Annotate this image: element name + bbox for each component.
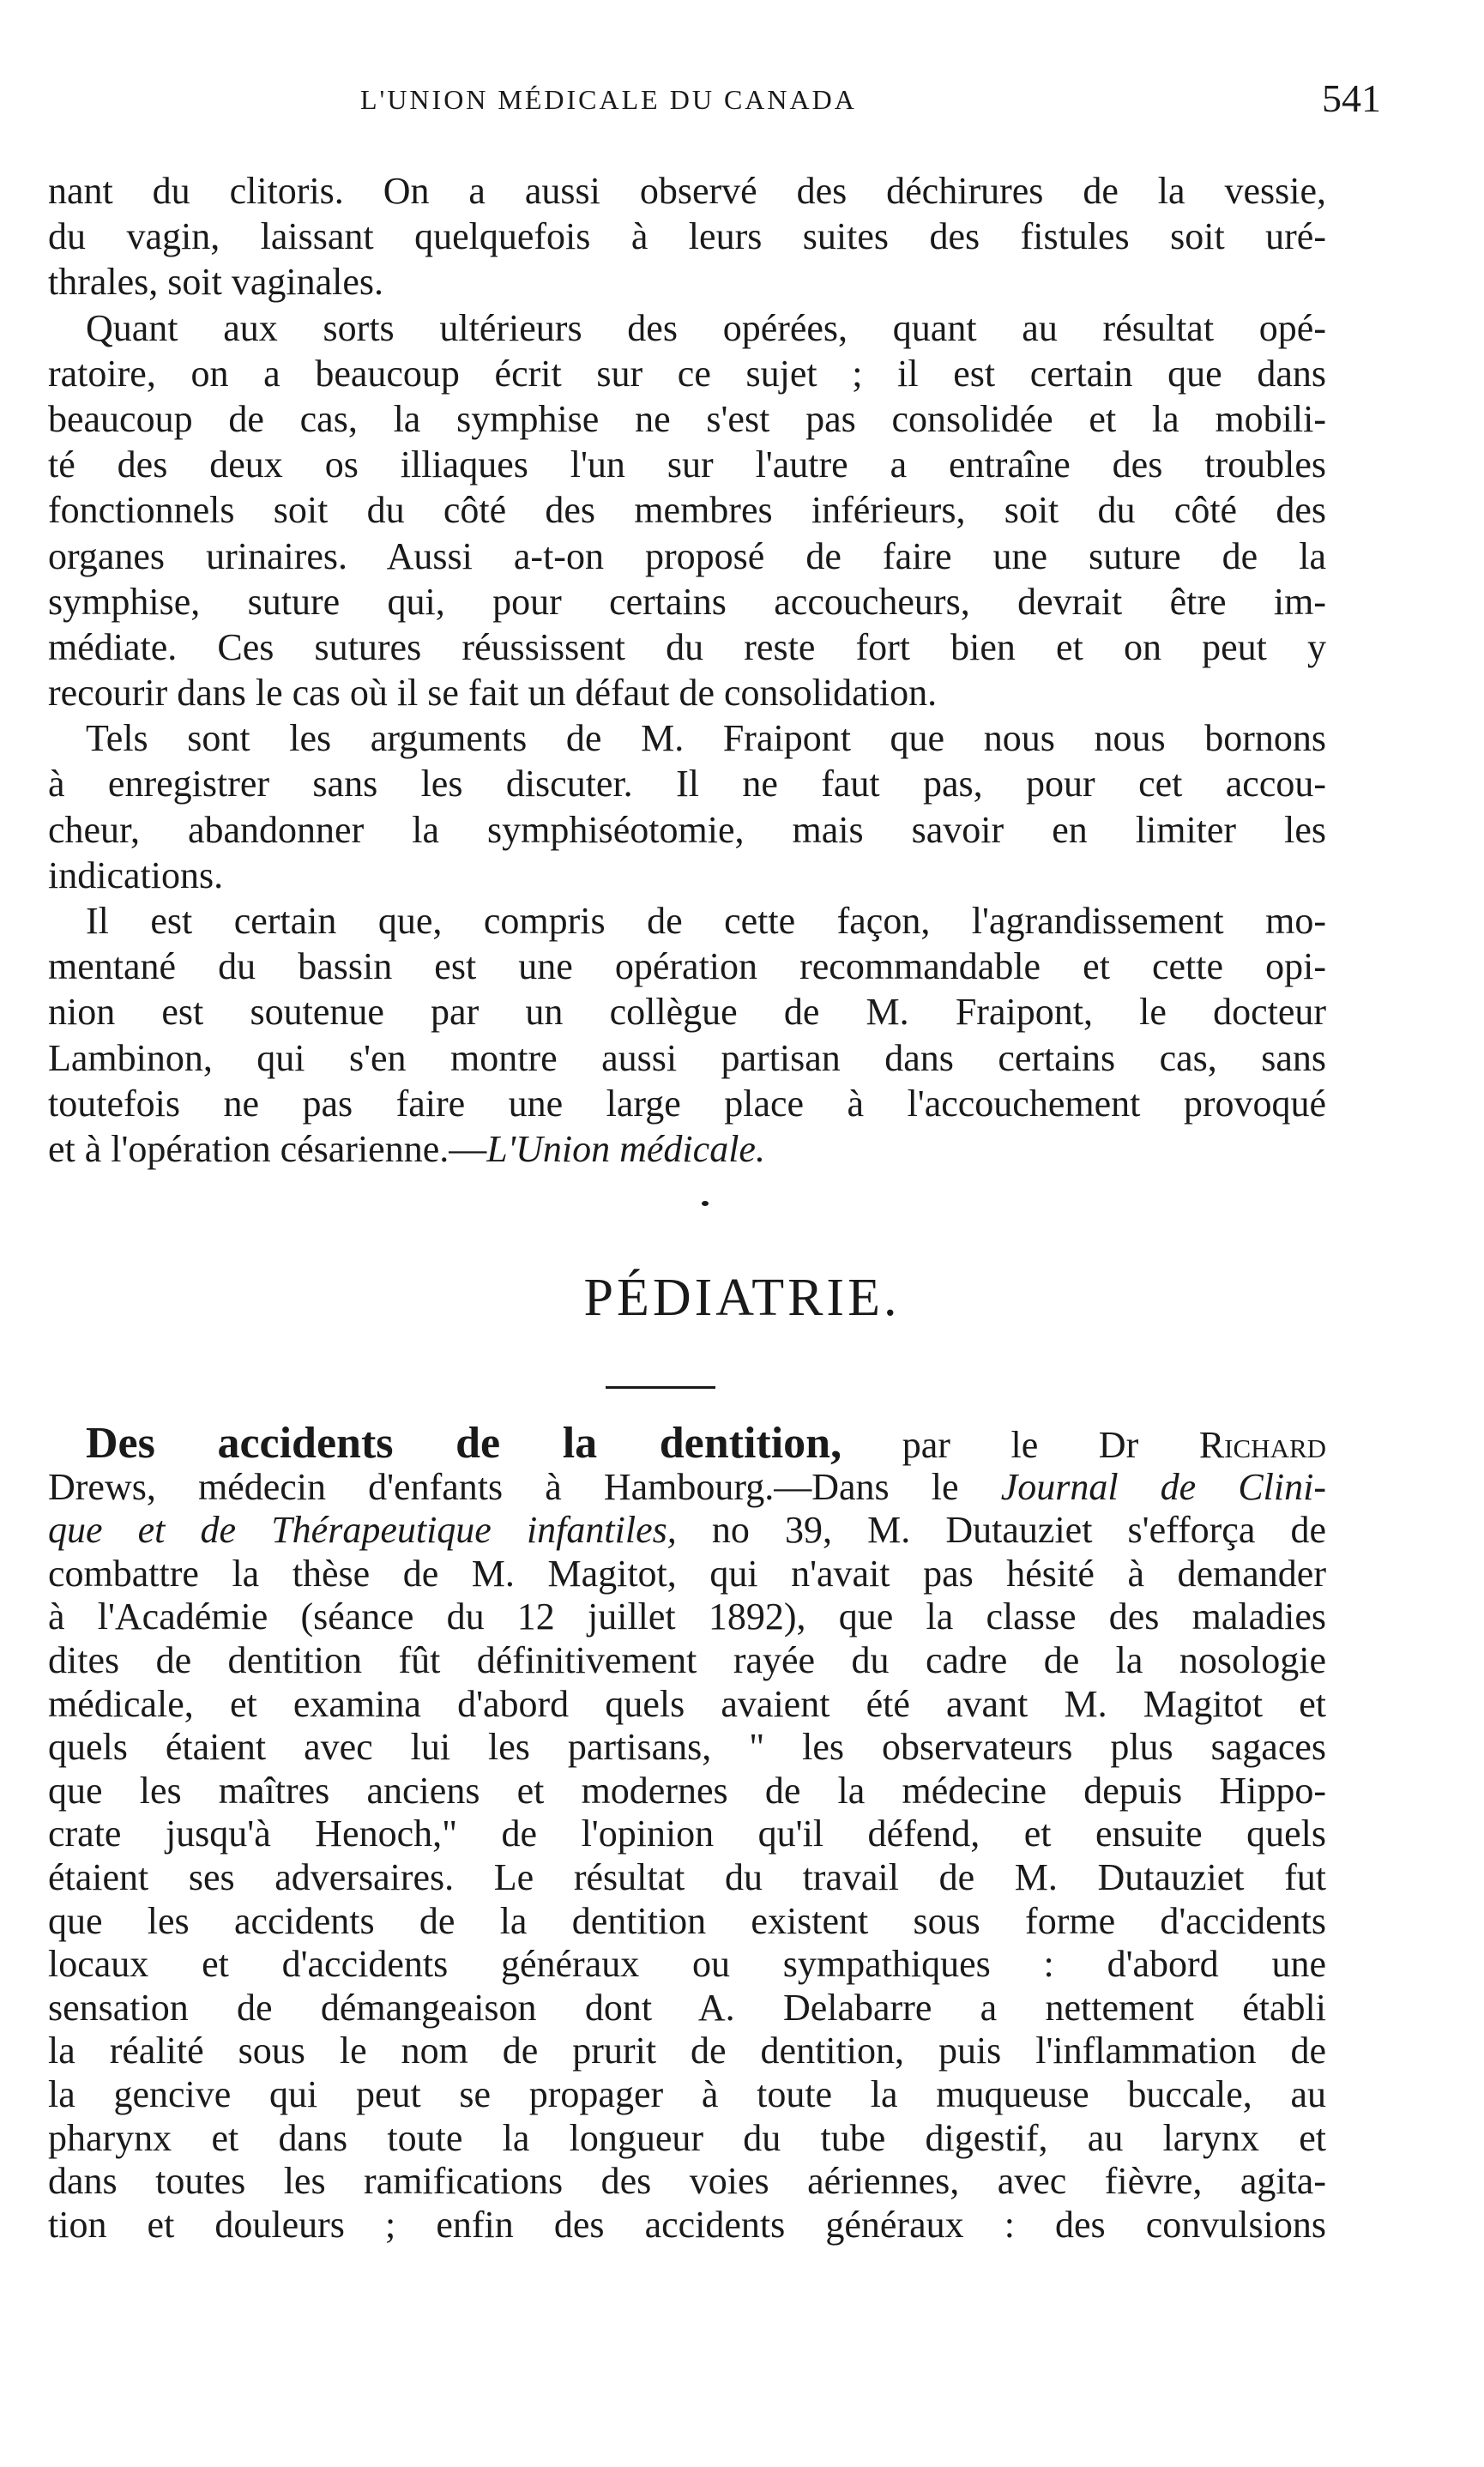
text-line: beaucoup de cas, la symphise ne s'est pas consolidée et la mobili-: [48, 397, 1326, 440]
article-line: la réalité sous le nom de prurit de dentition, puis l'inflammation de: [48, 2030, 1326, 2072]
text-line: té des deux os illiaques l'un sur l'autre a entraîne des troubles: [48, 443, 1326, 486]
article-line: que les accidents de la dentition existent sous forme d'accidents: [48, 1899, 1326, 1942]
text-line: thrales, soit vaginales.: [48, 261, 384, 304]
article-line: pharynx et dans toute la longueur du tube digestif, au larynx et: [48, 2116, 1326, 2159]
text-line: nant du clitoris. On a aussi observé des déchirures de la vessie,: [48, 170, 1326, 212]
text-line: mentané du bassin est une opération recommandable et cette opi-: [48, 945, 1326, 988]
article-title: Des accidents de la dentition,: [86, 1419, 842, 1468]
text-fragment: et à l'opération césarienne.—: [48, 1127, 487, 1170]
journal-title: Journal de Clini-: [1000, 1465, 1326, 1508]
article-line: étaient ses adversaires. Le résultat du travail de M. Dutauziet fut: [48, 1855, 1326, 1898]
text-line: Quant aux sorts ultérieurs des opérées, quant au résultat opé-: [86, 306, 1326, 349]
article-line: tion et douleurs ; enfin des accidents généraux : des convulsions: [48, 2203, 1326, 2246]
source-citation: L'Union médicale.: [486, 1127, 765, 1170]
text-line: indications.: [48, 853, 224, 896]
text-line: à enregistrer sans les discuter. Il ne faut pas, pour cet accou-: [48, 763, 1326, 805]
text-line: Lambinon, qui s'en montre aussi partisan dans certains cas, sans: [48, 1036, 1326, 1079]
article-line: quels étaient avec lui les partisans, " les observateurs plus sagaces: [48, 1726, 1326, 1769]
byline-prefix: par le Dr: [902, 1424, 1139, 1466]
article-line: dans toutes les ramifications des voies aériennes, avec fièvre, agita-: [48, 2160, 1326, 2203]
text-line: cheur, abandonner la symphiséotomie, mais savoir en limiter les: [48, 808, 1326, 851]
text-line: toutefois ne pas faire une large place à l'accouchement provoqué: [48, 1082, 1326, 1125]
article-line: médicale, et examina d'abord quels avaient été avant M. Magitot et: [48, 1682, 1326, 1725]
article-line: dites de dentition fût définitivement rayée du cadre de la nosologie: [48, 1638, 1326, 1681]
article-line: que les maîtres anciens et modernes de la médecine depuis Hippo-: [48, 1769, 1326, 1812]
running-title: L'UNION MÉDICALE DU CANADA: [360, 84, 857, 115]
article-line: combattre la thèse de M. Magitot, qui n'avait pas hésité à demander: [48, 1552, 1326, 1595]
article-line: à l'Académie (séance du 12 juillet 1892), que la classe des maladies: [48, 1595, 1326, 1638]
text-line: fonctionnels soit du côté des membres inférieurs, soit du côté des: [48, 489, 1326, 532]
article-line: [48, 1466, 1326, 1510]
author-name: Richard: [1198, 1424, 1327, 1466]
text-line: médiate. Ces sutures réussissent du reste fort bien et on peut y: [48, 625, 1326, 668]
article-line: sensation de démangeaison dont A. Delabarre a nettement établi: [48, 1986, 1326, 2029]
section-title: PÉDIATRIE.: [583, 1269, 901, 1327]
text-line: recourir dans le cas où il se fait un défaut de consolidation.: [48, 672, 938, 715]
journal-title-cont: que et de Thérapeutique infantiles,: [48, 1509, 677, 1552]
text-line: nion est soutenue par un collègue de M. Fraipont, le docteur: [48, 991, 1326, 1034]
section-rule: [606, 1386, 715, 1389]
text-fragment: Drews, médecin d'enfants à Hambourg.—Dans le: [48, 1465, 959, 1508]
text-line: Tels sont les arguments de M. Fraipont que nous nous bornons: [86, 717, 1326, 760]
text-line: organes urinaires. Aussi a-t-on proposé de faire une suture de la: [48, 534, 1326, 577]
text-line: du vagin, laissant quelquefois à leurs suites des fistules soit uré-: [48, 215, 1326, 258]
text-line: ratoire, on a beaucoup écrit sur ce sujet ; il est certain que dans: [48, 352, 1326, 395]
article-first-line: [48, 1419, 1327, 1468]
separator-dot: [702, 1201, 709, 1206]
text-line: Il est certain que, compris de cette façon, l'agrandissement mo-: [86, 900, 1326, 942]
text-line-with-source: [48, 1126, 1326, 1172]
page-number: 541: [1322, 76, 1381, 120]
running-head: [51, 75, 1381, 127]
text-line: symphise, suture qui, pour certains accoucheurs, devrait être im-: [48, 580, 1326, 623]
article-line: crate jusqu'à Henoch," de l'opinion qu'il défend, et ensuite quels: [48, 1813, 1326, 1855]
text-fragment: no 39, M. Dutauziet s'efforça de: [711, 1509, 1327, 1552]
article-line: la gencive qui peut se propager à toute la muqueuse buccale, au: [48, 2072, 1326, 2115]
article-line: [48, 1509, 1326, 1553]
obstetrics-text-block: [48, 168, 1326, 1172]
article-line: locaux et d'accidents généraux ou sympathiques : d'abord une: [48, 1943, 1326, 1986]
pediatrics-article: [48, 1419, 1327, 2247]
